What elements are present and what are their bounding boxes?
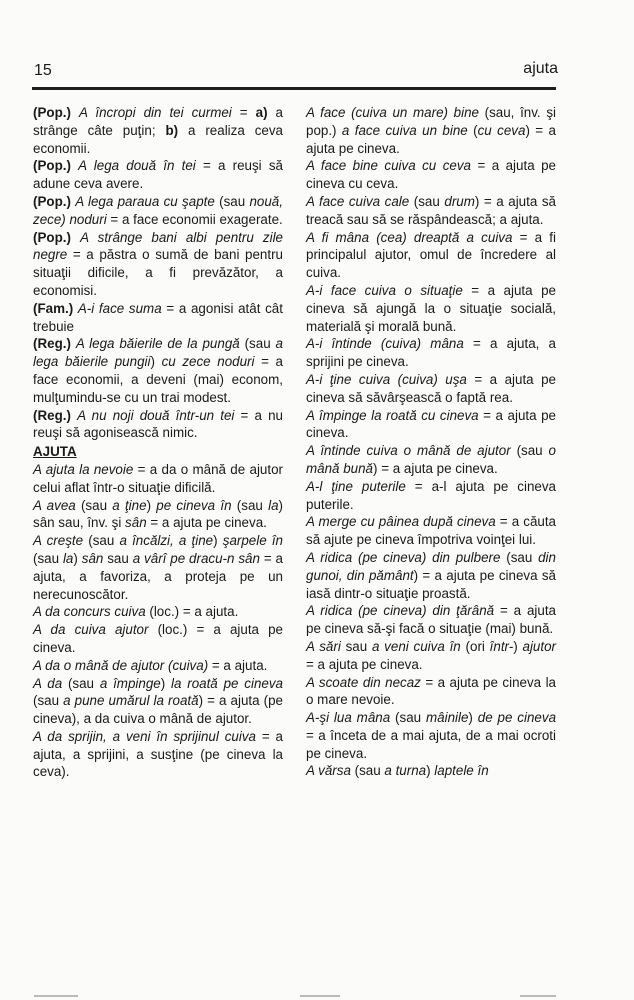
dictionary-entry: A sări sau a veni cuiva în (ori într-) ajutor = a ajuta pe cineva. [306,638,556,672]
page-number: 15 [34,62,52,79]
dictionary-entry: A fi mâna (cea) dreaptă a cuiva = a fi principalul ajutor, omul de încredere al cuiva. [306,229,556,281]
dictionary-entry: A-i întinde (cuiva) mâna = a ajuta, a sprijini pe cineva. [306,336,556,370]
dictionary-entry: A-l ţine puterile = a-l ajuta pe cineva puterile. [306,478,556,512]
dictionary-entry: A întinde cuiva o mână de ajutor (sau o mână bună) = a ajuta pe cineva. [306,443,556,476]
footer-mark [34,995,78,997]
dictionary-entry: A vărsa (sau a turna) laptele în [306,763,489,779]
header-rule [32,87,556,90]
dictionary-entry: A scoate din necaz = a ajuta pe cineva la o mare nevoie. [306,674,556,708]
dictionary-entry: (Pop.) A lega două în tei = a reuşi să adune ceva avere. [33,158,283,192]
dictionary-entry: (Reg.) A lega băierile de la pungă (sau a lega băierile pungii) cu zece noduri = a face economii, a deveni (mai) econom, mulţumindu-se cu un trai modest. [33,336,284,405]
dictionary-entry: A merge cu pâinea după cineva = a căuta să ajute pe cineva împotriva voinţei lui. [306,514,557,548]
dictionary-entry: A împinge la roată cu cineva = a ajuta pe cineva. [306,407,556,441]
dictionary-entry: A creşte (sau a încălzi, a ţine) şarpele în (sau la) sân sau a vârî pe dracu-n sân = a ajuta, a favoriza, a proteja pe un nerecunoscător. [33,533,284,602]
dictionary-entry: A avea (sau a ţine) pe cineva în (sau la) sân sau, înv. şi sân = a ajuta pe cineva. [33,497,283,531]
dictionary-entry: A da sprijin, a veni în sprijinul cuiva = a ajuta, a sprijini, a susţine (pe cineva la ceva). [33,728,283,780]
footer-mark [300,995,340,997]
dictionary-entry: (Pop.) A strânge bani albi pentru zile negre = a păstra o sumă de bani pentru situaţii dificile, a fi prevăzător, a economisi. [33,229,283,298]
dictionary-entry: A ridica (pe cineva) din ţărână = a ajuta pe cineva să-şi facă o situaţie (mai) bună. [306,603,556,637]
dictionary-entry: A da (sau a împinge) la roată pe cineva (sau a pune umărul la roată) = a ajuta (pe cineva), a da cuiva o mână de ajutor. [33,675,284,727]
dictionary-entry: A-i ţine cuiva (cuiva) uşa = a ajuta pe cineva să săvârşească o faptă rea. [306,371,556,405]
dictionary-entry: A face (cuiva un mare) bine (sau, înv. şi pop.) a face cuiva un bine (cu ceva) = a ajuta pe cineva. [306,105,556,156]
dictionary-entry: A ajuta la nevoie = a da o mână de ajutor celui aflat într-o situaţie dificilă. [33,461,283,495]
left-entries-ajuta [33,461,283,781]
dictionary-entry: A da o mână de ajutor (cuiva) = a ajuta. [33,657,268,673]
dictionary-entry: A da cuiva ajutor (loc.) = a ajuta pe cineva. [33,622,284,655]
dictionary-entry: A face bine cuiva cu ceva = a ajuta pe cineva cu ceva. [306,158,556,192]
dictionary-entry: (Fam.) A-i face suma = a agonisi atât cât trebuie [33,300,283,334]
running-head-word: ajuta [523,60,558,77]
left-entries [33,104,283,442]
left-column [33,104,283,781]
dictionary-entry: A ridica (pe cineva) din pulbere (sau din gunoi, din pământ) = a ajuta pe cineva să iasă dintr-o situaţie proastă. [306,549,556,601]
dictionary-entry: (Pop.) A încropi din tei curmei = a) a strânge câte puţin; b) a realiza ceva economii. [33,105,283,156]
dictionary-entry: (Reg.) A nu noji două într-un tei = a nu reuşi să agonisească nimic. [33,407,283,441]
headword-ajuta: AJUTA [33,444,77,460]
footer-mark [520,995,556,997]
dictionary-entry: A-şi lua mâna (sau mâinile) de pe cineva = a înceta de a mai ajuta, de a mai ocroti pe cineva. [306,710,557,761]
dictionary-entry: (Pop.) A lega paraua cu şapte (sau nouă, zece) noduri = a face economii exagerate. [33,193,283,227]
right-column [306,104,556,780]
dictionary-entry: A face cuiva cale (sau drum) = a ajuta să treacă sau să se răspândească; a ajuta. [306,193,556,227]
dictionary-entry: A-i face cuiva o situaţie = a ajuta pe cineva să ajungă la o situaţie socială, materială şi morală bună. [306,282,556,334]
dictionary-entry: A da concurs cuiva (loc.) = a ajuta. [33,604,239,620]
